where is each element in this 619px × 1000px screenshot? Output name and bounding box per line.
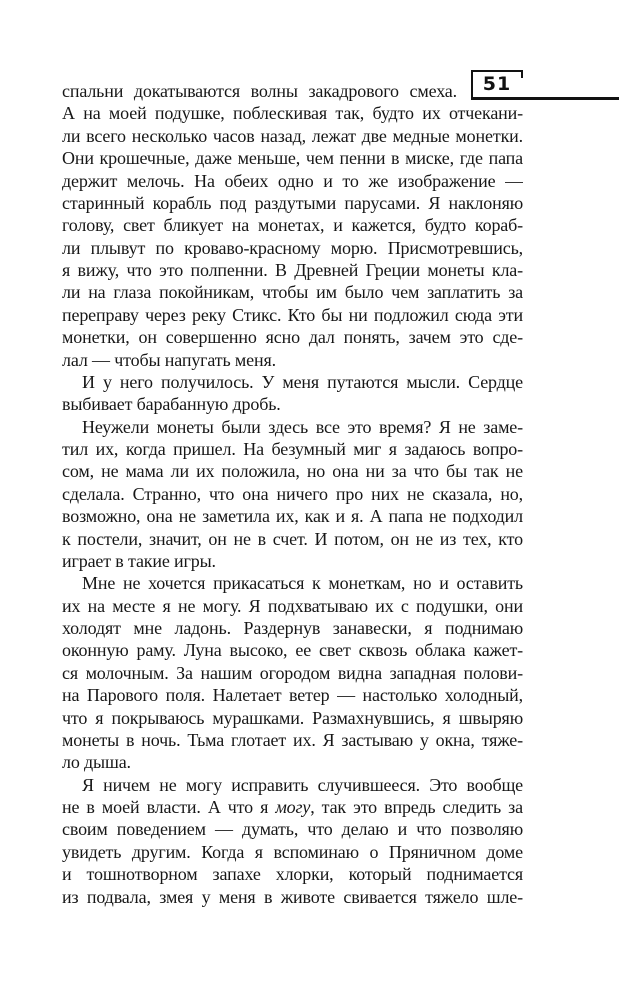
text-line: А на моей подушке, поблескивая так, будто их отчекани- bbox=[62, 103, 523, 124]
text-line: сом, не мама ли их положила, но она ни за что бы так не bbox=[62, 461, 523, 482]
text-line: холодят мне ладонь. Раздернув занавески, я поднимаю bbox=[62, 618, 523, 638]
paragraph bbox=[62, 371, 523, 416]
text-line: спальни докатываются волны закадрового смеха. bbox=[62, 81, 457, 101]
text-line: своим поведением — думать, что делаю и что позволяю bbox=[62, 819, 523, 840]
paragraph bbox=[62, 80, 523, 371]
text-line: голову, свет бликует на монетах, и кажется, будто кораб- bbox=[62, 215, 523, 236]
text-line: что я покрываюсь мурашками. Размахнувшись, я швыряю bbox=[62, 707, 523, 728]
text-line: их на месте я не могу. Я подхватываю их с подушки, они bbox=[62, 595, 523, 616]
text-line: на Парового поля. Налетает ветер — настолько холодный, bbox=[62, 685, 523, 706]
text-line: ли на глаза покойникам, чтобы им было чем заплатить за bbox=[62, 282, 523, 303]
text-line: старинный корабль под раздутыми парусами. Я наклоняю bbox=[62, 192, 523, 213]
paragraph bbox=[62, 572, 523, 773]
text-line: Неужели монеты были здесь все это время? Я не заме- bbox=[82, 416, 523, 437]
text-line: ли плывут по кроваво-красному морю. Присмотревшись, bbox=[62, 237, 523, 258]
text-line: тил их, когда пришел. На безумный миг я задаюсь вопро- bbox=[62, 439, 523, 459]
text-line: к постели, значит, он не в счет. И потом, он не из тех, кто bbox=[62, 528, 523, 549]
text-line: играет в такие игры. bbox=[62, 550, 216, 571]
paragraph bbox=[62, 774, 523, 908]
text-line: Мне не хочется прикасаться к монеткам, но и оставить bbox=[82, 573, 523, 594]
text-line: Они крошечные, даже меньше, чем пенни в миске, где папа bbox=[62, 148, 523, 169]
text-line: сделала. Странно, что она ничего про них не сказала, но, bbox=[62, 483, 523, 504]
text-line: ли всего несколько часов назад, лежат две медные монетки. bbox=[62, 125, 523, 146]
text-line: Я ничем не могу исправить случившееся. Это вообще bbox=[82, 774, 523, 795]
text-line: И у него получилось. У меня путаются мысли. Сердце bbox=[82, 371, 523, 392]
text-line: я вижу, что это полпенни. В Древней Греции монеты кла- bbox=[62, 260, 523, 280]
body-text bbox=[62, 80, 523, 908]
text-line: переправу через реку Стикс. Кто бы ни подложил сюда эти bbox=[62, 304, 523, 325]
text-line: монетки, он совершенно ясно дал понять, зачем это сде- bbox=[62, 327, 523, 348]
text-line: монеты в ночь. Тьма глотает их. Я застываю у окна, тяже- bbox=[62, 729, 523, 750]
paragraph bbox=[62, 416, 523, 573]
text-line: увидеть другим. Когда я вспоминаю о Пряничном доме bbox=[62, 841, 523, 862]
text-line: держит мелочь. На обеих одно и то же изображение — bbox=[62, 170, 523, 191]
italic-text: могу bbox=[275, 797, 311, 817]
text-line: ло дыша. bbox=[62, 752, 131, 773]
text-line: лал — чтобы напугать меня. bbox=[62, 349, 276, 370]
text-line: из подвала, змея у меня в животе свивается тяжело шле- bbox=[62, 886, 523, 907]
text-line: оконную раму. Луна высоко, ее свет сквозь облака кажет- bbox=[62, 640, 523, 661]
page-number: 51 bbox=[482, 73, 512, 95]
text-line: возможно, она не заметила их, как и я. А папа не подходил bbox=[62, 506, 523, 527]
text-line: не в моей власти. А что я могу, так это впредь следить за bbox=[62, 797, 523, 817]
text-line: ся молочным. За нашим огородом видна западная полови- bbox=[62, 662, 523, 683]
text-line: и тошнотворном запахе хлорки, который поднимается bbox=[62, 864, 523, 885]
text-line: выбивает барабанную дробь. bbox=[62, 394, 281, 415]
